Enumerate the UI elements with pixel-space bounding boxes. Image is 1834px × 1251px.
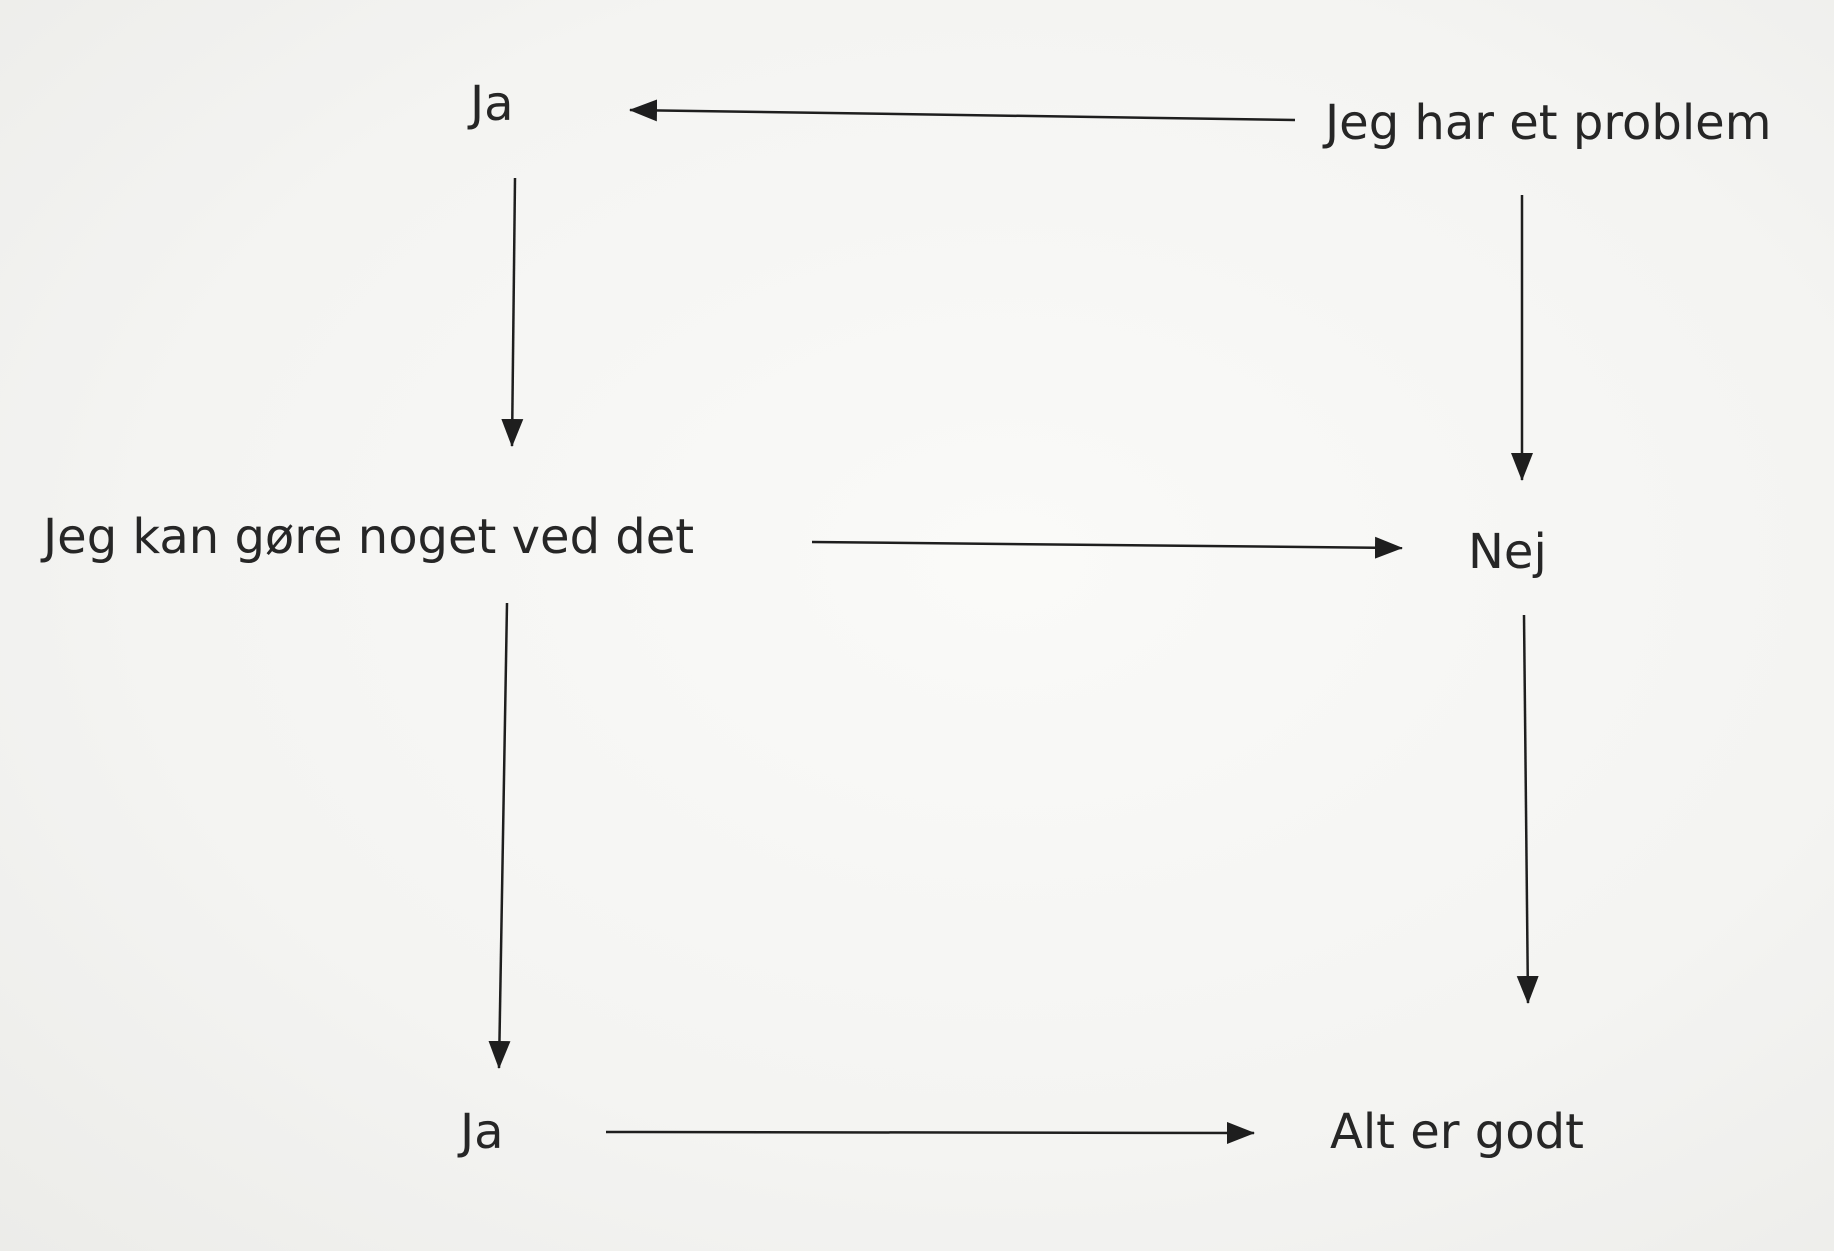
arrow-kan-gore-to-nej xyxy=(812,542,1402,548)
node-ja-top: Ja xyxy=(470,76,514,132)
node-nej: Nej xyxy=(1468,524,1547,580)
arrow-ja-top-to-kan-gore xyxy=(512,178,515,446)
node-jeg-har-et-problem: Jeg har et problem xyxy=(1325,95,1772,151)
arrow-ja-bottom-to-alt-er-godt xyxy=(606,1132,1254,1133)
node-alt-er-godt: Alt er godt xyxy=(1330,1104,1584,1160)
arrow-nej-to-alt-er-godt xyxy=(1524,615,1528,1003)
arrow-problem-to-ja-top xyxy=(630,110,1295,120)
arrow-kan-gore-to-ja-bottom xyxy=(499,603,507,1068)
node-ja-bottom: Ja xyxy=(460,1104,504,1160)
node-jeg-kan-gore-noget-ved-det: Jeg kan gøre noget ved det xyxy=(43,509,695,565)
